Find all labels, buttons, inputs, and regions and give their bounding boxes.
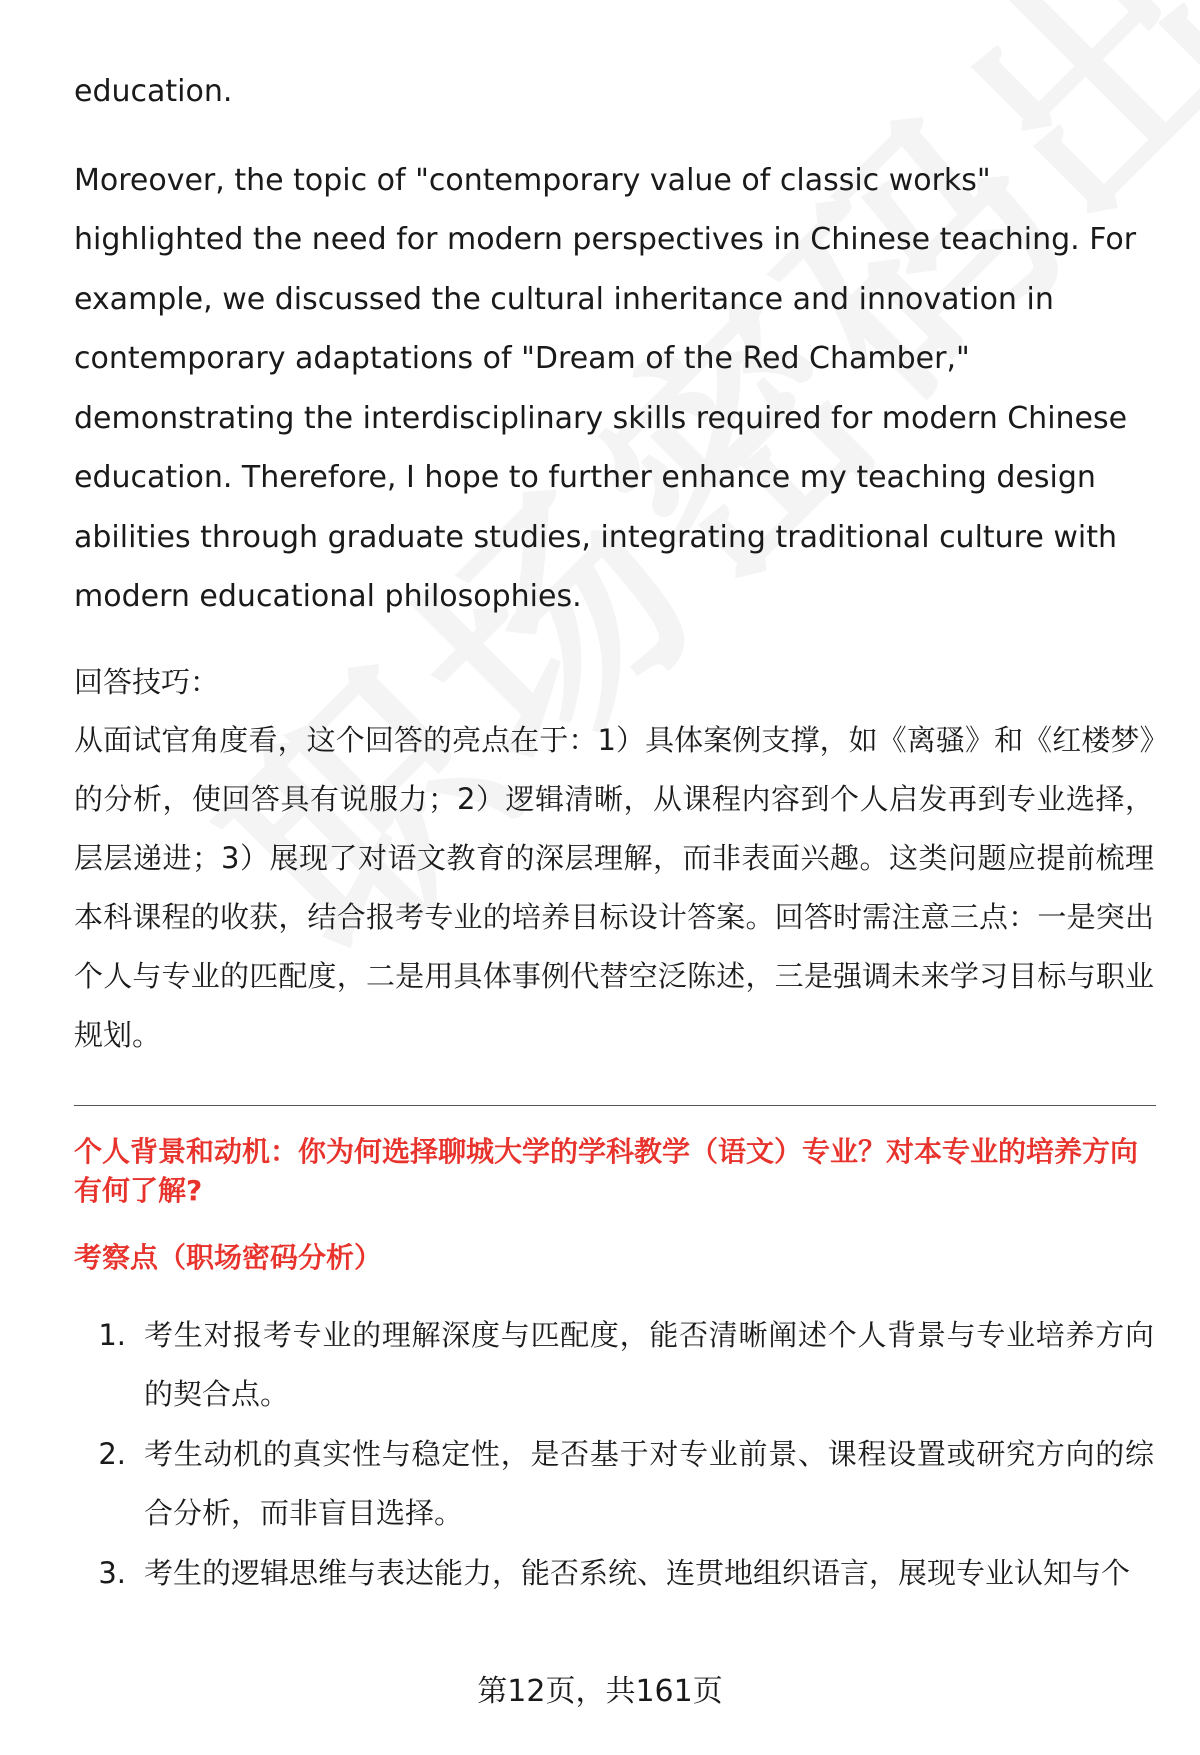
- list-item-text: 考生对报考专业的理解深度与匹配度，能否清晰阐述个人背景与专业培养方向的契合点。: [144, 1317, 1154, 1411]
- analysis-points: [74, 1306, 1154, 1603]
- list-item-number: 1.: [98, 1317, 126, 1352]
- page-content: [74, 62, 1154, 1604]
- list-item: [74, 1425, 1154, 1543]
- tips-heading: 回答技巧：: [74, 664, 220, 699]
- question-title: 个人背景和动机：你为何选择聊城大学的学科教学（语文）专业？对本专业的培养方向有何了解?: [74, 1134, 1139, 1207]
- analysis-heading: 考察点（职场密码分析）: [74, 1240, 383, 1274]
- list-item-text: 考生的逻辑思维与表达能力，能否系统、连贯地组织语言，展现专业认知与个: [144, 1555, 1131, 1590]
- paragraph-classic-works: Moreover, the topic of "contemporary value of classic works" highlighted the need for modern perspectives in Chinese teaching. For example, we discussed the cultural inheritance and innovation in contemporary adaptations of "Dream of the Red Chamber," demonstrating the interdisciplinary skills required for modern Chinese education. Therefore, I hope to further enhance my teaching design abilities through graduate studies, integrating traditional culture with modern educational philosophies.: [74, 162, 1137, 614]
- page-footer: 第12页，共161页: [477, 1674, 723, 1709]
- tips-body: 从面试官角度看，这个回答的亮点在于：1）具体案例支撑，如《离骚》和《红楼梦》的分析，使回答具有说服力；2）逻辑清晰，从课程内容到个人启发再到专业选择，层层递进；3）展现了对语文教育的深层理解，而非表面兴趣。这类问题应提前梳理本科课程的收获，结合报考专业的培养目标设计答案。回答时需注意三点：一是突出个人与专业的匹配度，二是用具体事例代替空泛陈述，三是强调未来学习目标与职业规划。: [74, 722, 1154, 1052]
- list-item-number: 2.: [98, 1436, 126, 1471]
- list-item-number: 3.: [98, 1555, 126, 1590]
- paragraph-continuation: education.: [74, 74, 233, 109]
- list-item: [74, 1306, 1154, 1424]
- list-item: [74, 1544, 1154, 1603]
- list-item-text: 考生动机的真实性与稳定性，是否基于对专业前景、课程设置或研究方向的综合分析，而非盲目选择。: [144, 1436, 1154, 1530]
- section-divider: [74, 1105, 1156, 1106]
